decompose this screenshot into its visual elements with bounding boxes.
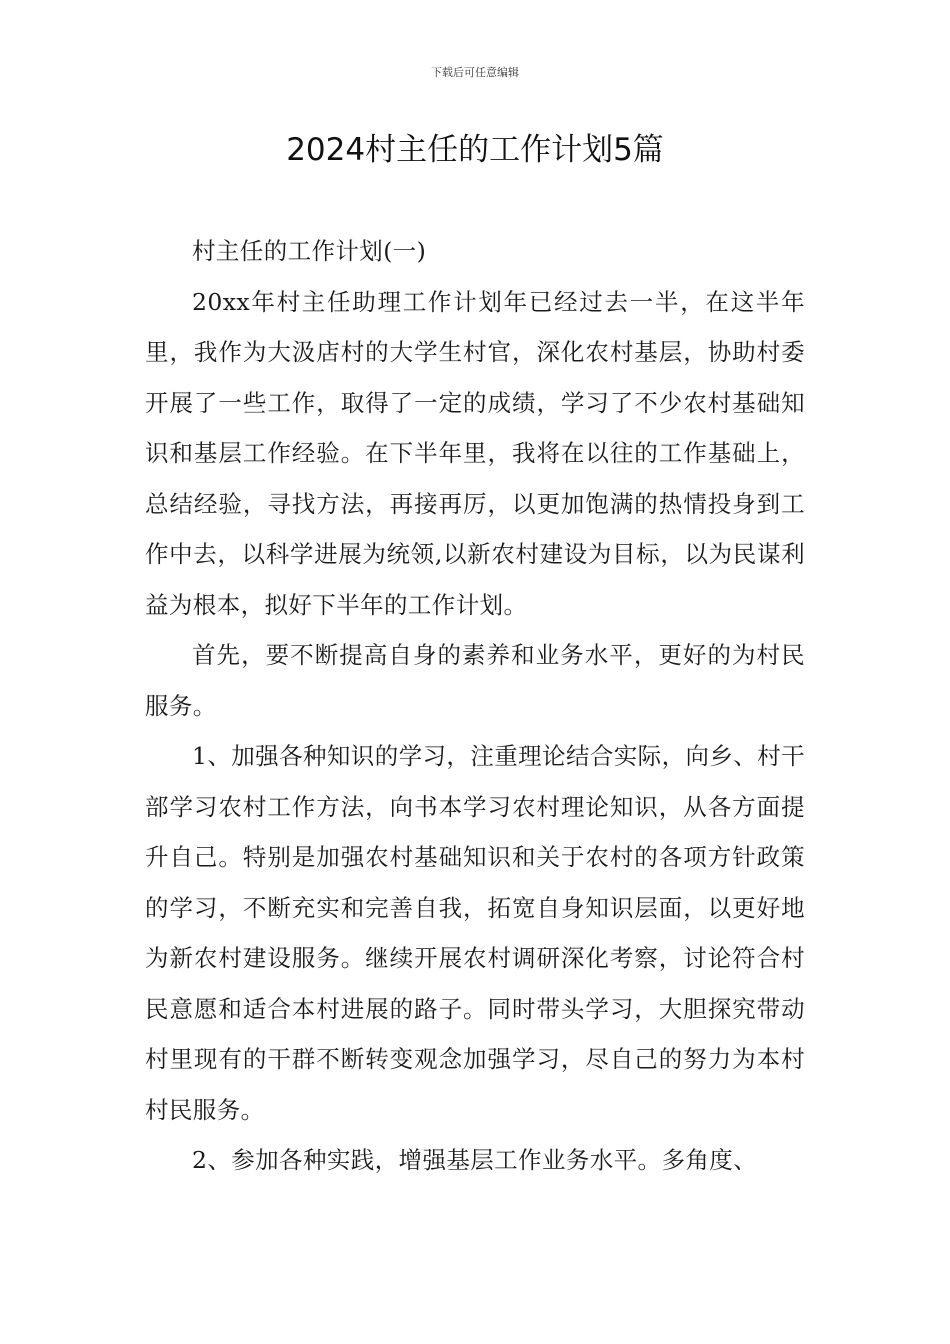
paragraph: 首先，要不断提高自身的素养和业务水平，更好的为村民服务。 bbox=[145, 641, 805, 720]
paragraph: 2、参加各种实践，增强基层工作业务水平。多角度、 bbox=[192, 1146, 758, 1174]
document-title: 2024村主任的工作计划5篇 bbox=[286, 132, 664, 168]
header-note: 下载后可任意编辑 bbox=[431, 66, 519, 79]
document-body bbox=[145, 226, 805, 1186]
paragraph: 20xx年村主任助理工作计划年已经过去一半，在这半年里，我作为大汲店村的大学生村官，深化农村基层，协助村委开展了一些工作，取得了一定的成绩，学习了不少农村基础知识和基层工作经验。在下半年里，我将在以往的工作基础上，总结经验，寻找方法，再接再厉，以更加饱满的热情投身到工作中去，以科学进展为统领,以新农村建设为目标，以为民谋利益为根本，拟好下半年的工作计划。 bbox=[145, 287, 805, 619]
section-heading: 村主任的工作计划(一) bbox=[192, 237, 427, 265]
paragraph: 1、加强各种知识的学习，注重理论结合实际，向乡、村干部学习农村工作方法，向书本学习农村理论知识，从各方面提升自己。特别是加强农村基础知识和关于农村的各项方针政策的学习，不断充实和完善自我，拓宽自身知识层面，以更好地为新农村建设服务。继续开展农村调研深化考察，讨论符合村民意愿和适合本村进展的路子。同时带头学习，大胆探究带动村里现有的干群不断转变观念加强学习，尽自己的努力为本村村民服务。 bbox=[145, 742, 805, 1124]
